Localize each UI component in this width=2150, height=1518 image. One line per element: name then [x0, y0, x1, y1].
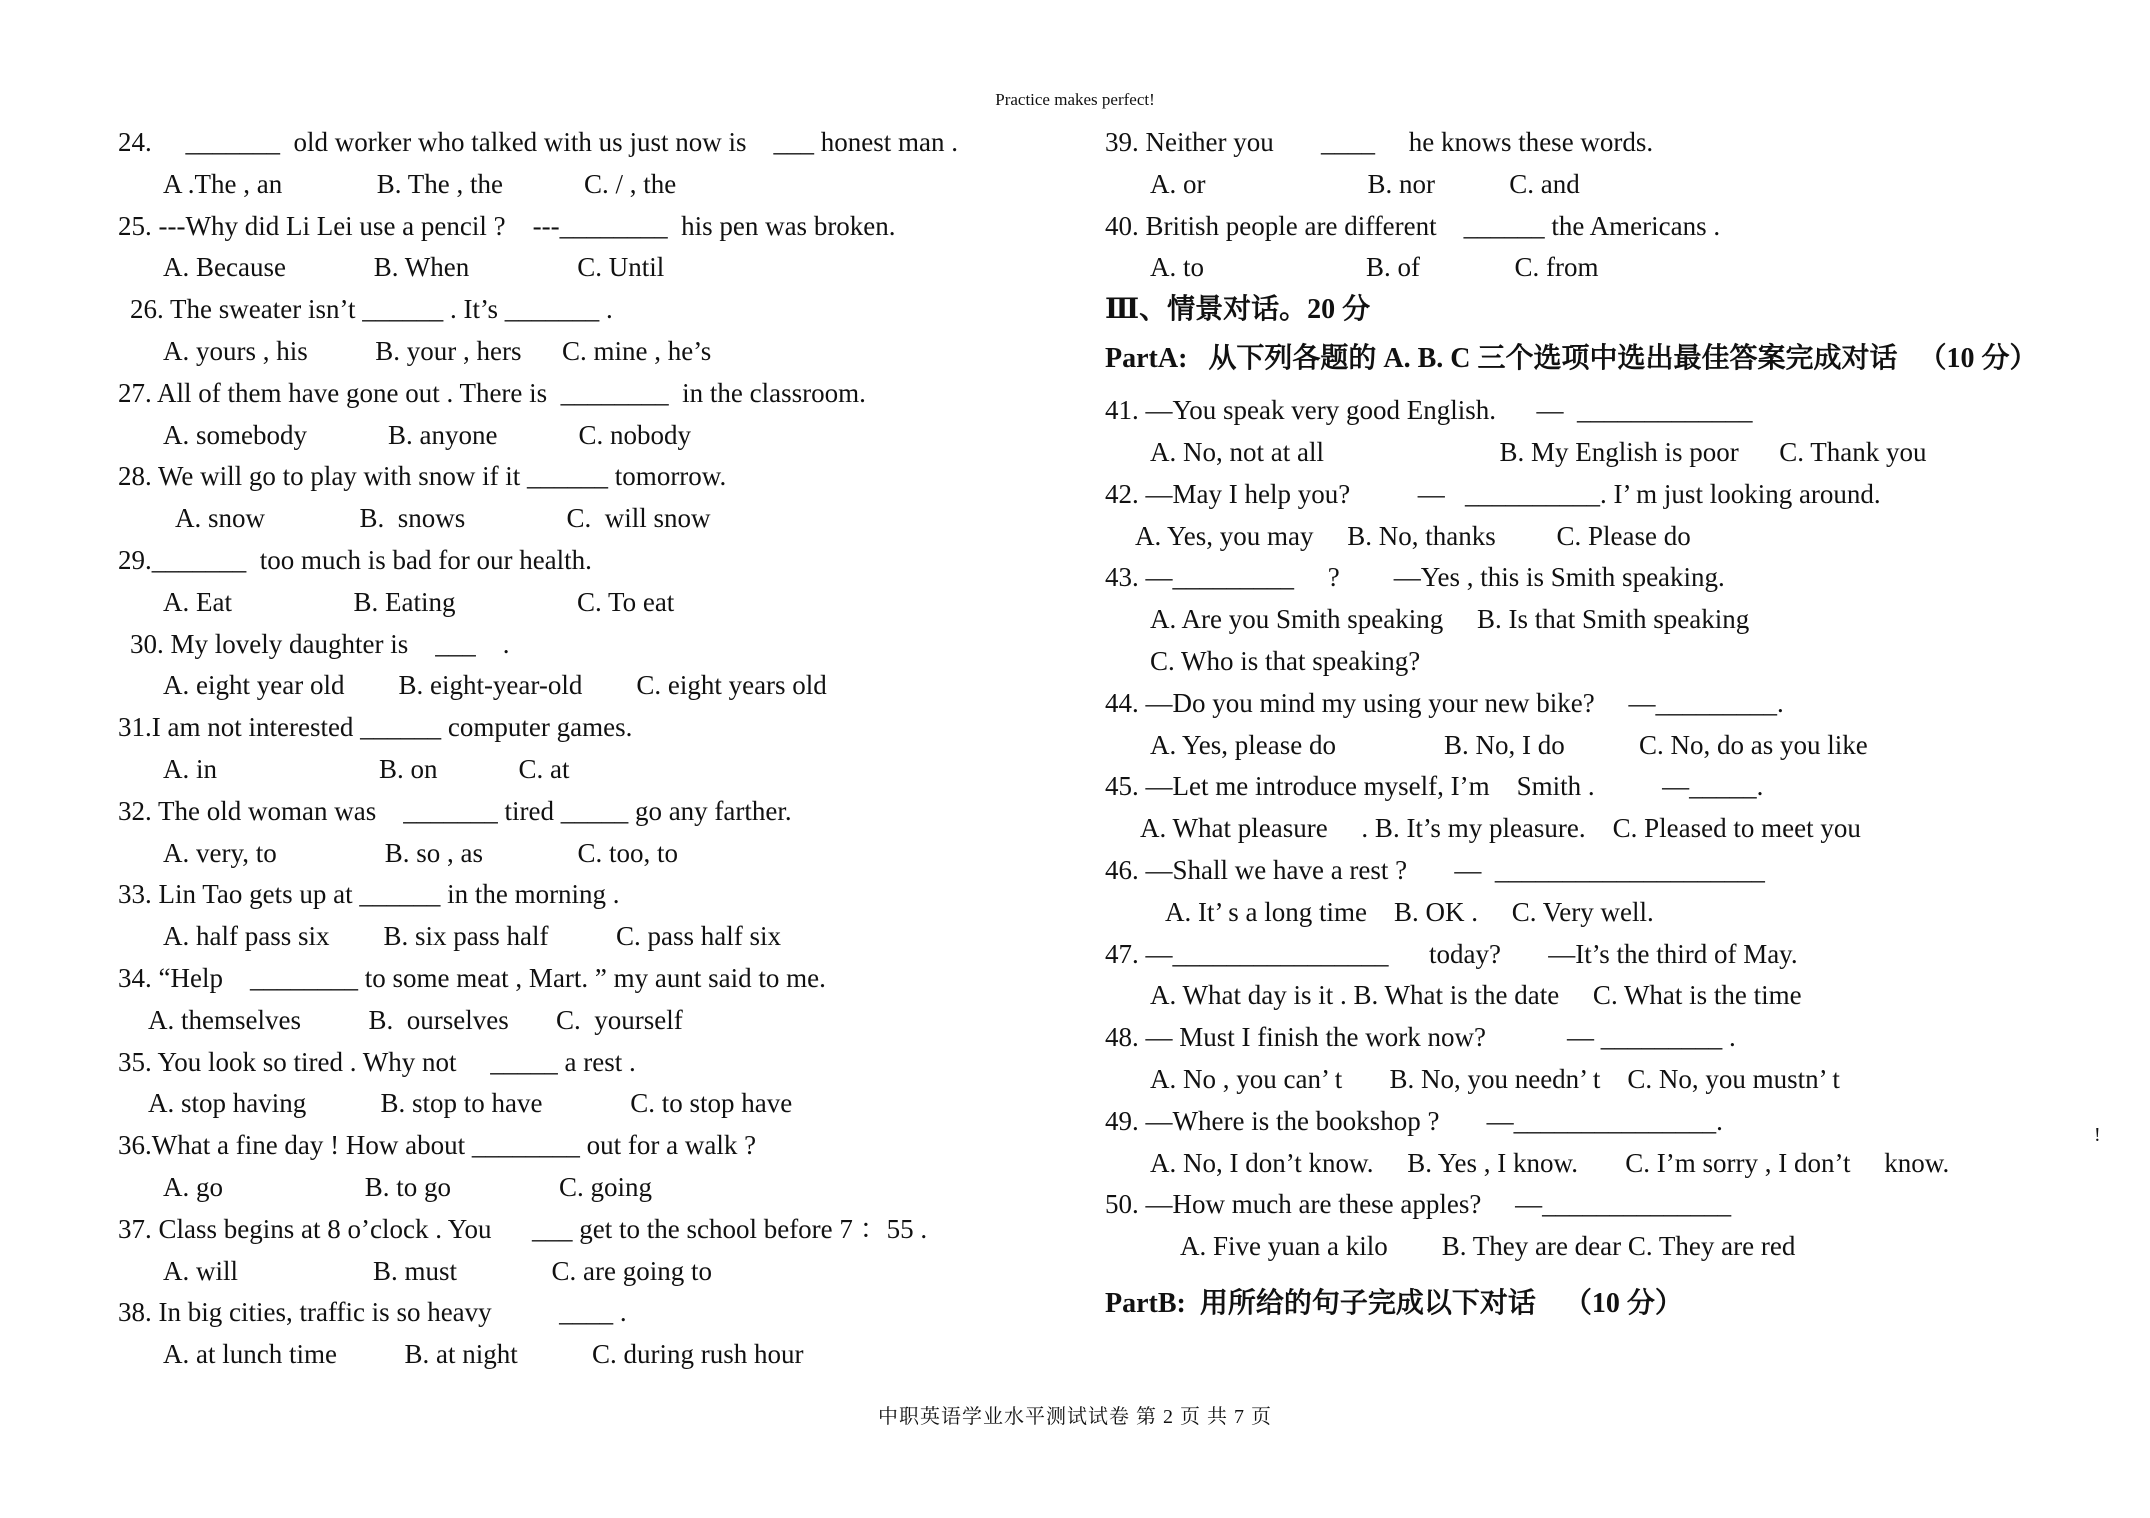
question-line: 49. —Where is the bookshop ? —_______________.: [1105, 1105, 1723, 1136]
left-column: [118, 122, 1078, 1376]
question-line: 36.What a fine day ! How about ________ out for a walk ?: [118, 1130, 757, 1161]
question-line: 37. Class begins at 8 o’clock . You ___ get to the school before 7 ：55 .: [118, 1213, 928, 1244]
answer-options: A. or B. nor C. and: [1150, 168, 1580, 199]
question-line: 41. —You speak very good English. — _____________: [1105, 395, 1753, 426]
answer-options: A. somebody B. anyone C. nobody: [163, 419, 691, 450]
answer-options: A. go B. to go C. going: [163, 1171, 653, 1202]
answer-options: A. snow B. snows C. will snow: [175, 503, 711, 534]
question-line: 28. We will go to play with snow if it ______ tomorrow.: [118, 461, 727, 492]
question-line: PartB: 用所给的句子完成以下对话 （10 分）: [1105, 1287, 1683, 1319]
question-line: 25. ---Why did Li Lei use a pencil ? ---________ his pen was broken.: [118, 210, 896, 241]
page-footer: 中职英语学业水平测试试卷 第 2 页 共 7 页: [878, 1406, 1272, 1428]
question-line: 43. —_________ ? —Yes , this is Smith speaking.: [1105, 562, 1725, 593]
answer-options: A. stop having B. stop to have C. to stop have: [148, 1088, 793, 1119]
question-line: 30. My lovely daughter is ___ .: [130, 628, 510, 659]
answer-options: A. Because B. When C. Until: [163, 252, 665, 283]
question-line: 39. Neither you ____ he knows these words.: [1105, 127, 1654, 157]
answer-options: A. No , you can’ t B. No, you needn’ t C. No, you mustn’ t: [1150, 1063, 1840, 1094]
question-line: Ⅲ、情景对话。20 分: [1105, 294, 1371, 326]
question-line: 32. The old woman was _______ tired _____ go any farther.: [118, 795, 792, 826]
answer-options: A. No, not at all B. My English is poor C. Thank you: [1150, 436, 1927, 467]
answer-options: A. to B. of C. from: [1150, 252, 1599, 283]
answer-options: A. Are you Smith speaking B. Is that Smith speaking: [1150, 604, 1750, 635]
question-line: 48. — Must I finish the work now? — _________ .: [1105, 1022, 1736, 1053]
question-line: 50. —How much are these apples? —______________: [1105, 1189, 1732, 1220]
answer-options: A. Yes, please do B. No, I do C. No, do as you like: [1150, 729, 1868, 760]
answer-options: A. It’ s a long time B. OK . C. Very well.: [1165, 896, 1654, 927]
answer-options: A. eight year old B. eight-year-old C. eight years old: [163, 670, 827, 701]
question-line: A .The , an B. The , the C. / , the: [163, 168, 677, 199]
answer-options: A. yours , his B. your , hers C. mine , he’s: [163, 335, 712, 366]
question-line: 40. British people are different ______ the Americans .: [1105, 210, 1721, 241]
stray-mark: !: [2094, 1124, 2101, 1146]
question-line: 27. All of them have gone out . There is ________ in the classroom.: [118, 377, 866, 408]
answer-options: A. themselves B. ourselves C. yourself: [148, 1004, 683, 1035]
answer-options: A. What day is it . B. What is the date C. What is the time: [1150, 980, 1802, 1011]
answer-options: A. What pleasure . B. It’s my pleasure. C. Pleased to meet you: [1140, 813, 1861, 844]
question-line: 45. —Let me introduce myself, I’m Smith . —_____.: [1105, 771, 1764, 802]
question-line: 24. _______ old worker who talked with us just now is ___ honest man .: [118, 127, 958, 157]
answer-options: A. will B. must C. are going to: [163, 1255, 712, 1286]
question-line: 26. The sweater isn’t ______ . It’s _______ .: [130, 294, 613, 325]
right-column: [1105, 122, 2115, 1326]
answer-options: C. Who is that speaking?: [1150, 645, 1421, 676]
question-line: 31.I am not interested ______ computer games.: [118, 712, 633, 743]
answer-options: A. at lunch time B. at night C. during rush hour: [163, 1339, 804, 1370]
answer-options: A. half pass six B. six pass half C. pass half six: [163, 921, 781, 952]
answer-options: A. Yes, you may B. No, thanks C. Please do: [1135, 520, 1691, 551]
answer-options: A. Eat B. Eating C. To eat: [163, 586, 675, 617]
question-line: 33. Lin Tao gets up at ______ in the morning .: [118, 879, 620, 910]
question-line: 34. “Help ________ to some meat , Mart. ” my aunt said to me.: [118, 962, 826, 993]
question-line: 47. —________________ today? —It’s the third of May.: [1105, 938, 1798, 969]
answer-options: A. No, I don’t know. B. Yes , I know. C. I’m sorry , I don’t know.: [1150, 1147, 1950, 1178]
question-line: 29._______ too much is bad for our health.: [118, 544, 592, 575]
question-line: 44. —Do you mind my using your new bike? —_________.: [1105, 687, 1784, 718]
answer-options: A. Five yuan a kilo B. They are dear C. They are red: [1180, 1231, 1796, 1262]
page-header: Practice makes perfect!: [995, 90, 1155, 109]
question-line: 46. —Shall we have a rest ? — ____________________: [1105, 854, 1765, 885]
question-line: PartA: 从下列各题的 A. B. C 三个选项中选出最佳答案完成对话 （10 分）: [1105, 343, 2038, 375]
question-line: 38. In big cities, traffic is so heavy ____ .: [118, 1297, 627, 1328]
question-line: 42. —May I help you? — __________. I’ m just looking around.: [1105, 478, 1881, 509]
question-line: 35. You look so tired . Why not _____ a rest .: [118, 1046, 636, 1077]
answer-options: A. very, to B. so , as C. too, to: [163, 837, 678, 868]
answer-options: A. in B. on C. at: [163, 753, 570, 784]
